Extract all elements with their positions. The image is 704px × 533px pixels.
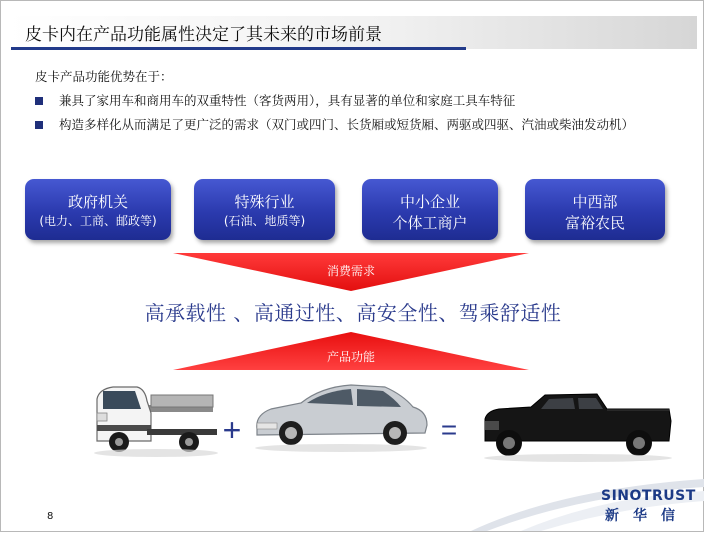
demand-label: 消费需求 <box>326 264 375 278</box>
plus-sign: + <box>222 412 242 448</box>
segment-title: 中西部 <box>572 193 618 211</box>
page-number: 8 <box>47 511 54 522</box>
slide-title: 皮卡内在产品功能属性决定了其未来的市场前景 <box>25 25 382 45</box>
key-attributes-text: 高承载性 、高通过性、高安全性、驾乘舒适性 <box>144 301 562 325</box>
segment-title: 政府机关 <box>67 193 128 211</box>
sedan-image <box>255 385 427 452</box>
segment-title: 特殊行业 <box>234 193 295 211</box>
bullet-text: 构造多样化从而满足了更广泛的需求（双门或四门、长货厢或短货厢、两驱或四驱、汽油或柴油发动机） <box>59 117 635 132</box>
segment-subtitle: (电力、工商、邮政等) <box>39 214 157 228</box>
segment-subtitle: 个体工商户 <box>392 214 468 232</box>
bullet-text: 兼具了家用车和商用车的双重特性（客货两用），具有显著的单位和家庭工具车特征 <box>59 93 516 108</box>
sinotrust-logo-chinese: 新华信 <box>605 508 689 524</box>
segment-subtitle: (石油、地质等) <box>223 214 306 228</box>
sinotrust-logo-text: SINOTRUST <box>601 488 696 504</box>
light-truck-image <box>94 387 218 457</box>
intro-text: 皮卡产品功能优势在于： <box>35 69 173 84</box>
vehicles-layer <box>1 1 704 533</box>
segment-title: 中小企业 <box>399 193 460 211</box>
equals-sign: = <box>440 414 458 445</box>
pickup-truck-image <box>484 394 672 462</box>
function-label: 产品功能 <box>326 350 375 364</box>
segment-subtitle: 富裕农民 <box>564 214 625 232</box>
